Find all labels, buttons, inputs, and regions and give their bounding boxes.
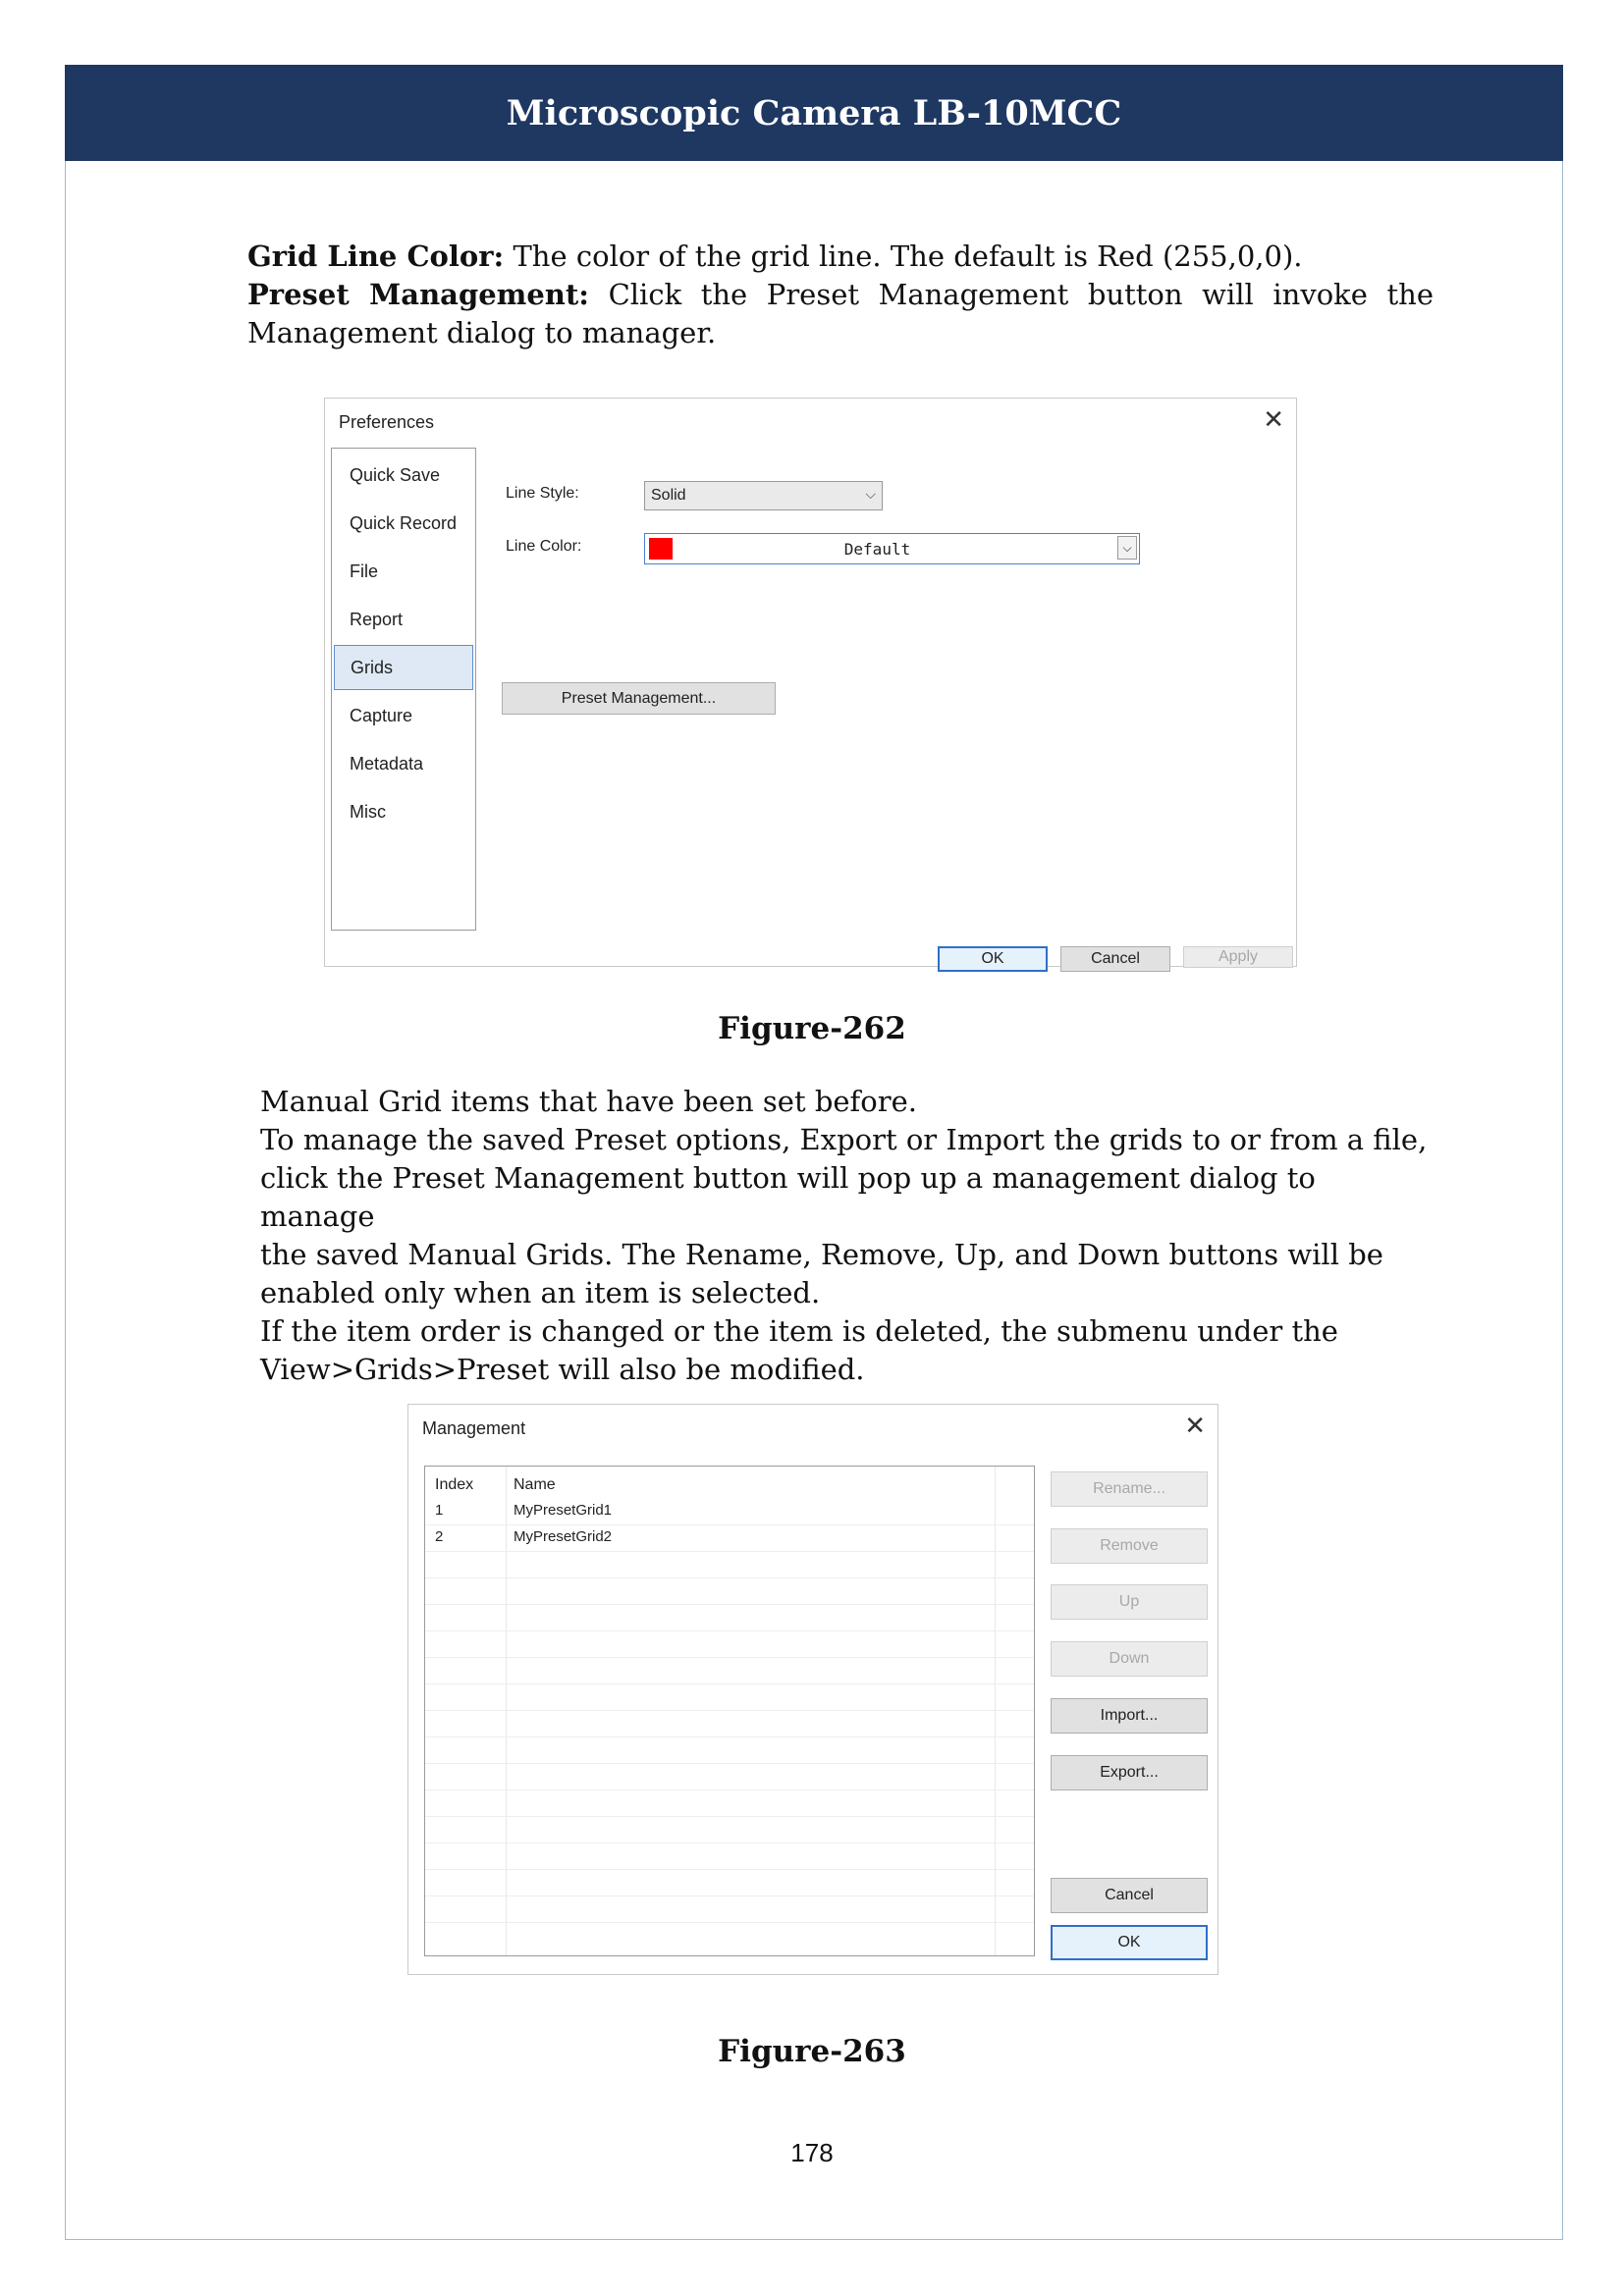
- grid-line-color-text: The color of the grid line. The default is Red (255,0,0).: [504, 240, 1303, 273]
- intro-text: [247, 238, 1434, 352]
- preset-management-text-cont: Management dialog to manager.: [247, 316, 717, 349]
- empty-row: [425, 1604, 1034, 1631]
- line-color-label: Line Color:: [506, 538, 582, 555]
- dialog-title: Preferences: [339, 412, 435, 432]
- remove-button[interactable]: Remove: [1051, 1528, 1208, 1564]
- import-button[interactable]: Import...: [1051, 1698, 1208, 1734]
- list-header: [425, 1467, 1034, 1498]
- row-index: 2: [435, 1528, 444, 1545]
- empty-row: [425, 1710, 1034, 1737]
- grid-line-color-label: Grid Line Color:: [247, 240, 505, 273]
- nav-item-quick-record[interactable]: Quick Record: [350, 513, 458, 533]
- empty-row: [425, 1683, 1034, 1711]
- figure-caption: Figure-263: [718, 2034, 906, 2069]
- nav-item-report[interactable]: Report: [350, 610, 404, 629]
- row-index: 1: [435, 1502, 444, 1519]
- nav-item-capture[interactable]: Capture: [350, 706, 413, 725]
- cancel-button[interactable]: Cancel: [1060, 946, 1170, 972]
- body-text: [260, 1083, 1438, 1389]
- figure-caption: Figure-262: [718, 1011, 906, 1046]
- list-item[interactable]: [425, 1498, 1034, 1525]
- preferences-dialog: [324, 398, 1297, 967]
- export-button[interactable]: Export...: [1051, 1755, 1208, 1790]
- nav-item-quick-save[interactable]: Quick Save: [350, 465, 441, 485]
- preset-list[interactable]: [424, 1466, 1035, 1956]
- empty-row: [425, 1577, 1034, 1605]
- row-name: MyPresetGrid1: [514, 1502, 613, 1519]
- management-dialog: [407, 1404, 1218, 1975]
- close-icon[interactable]: ✕: [1263, 404, 1284, 434]
- empty-row: [425, 1869, 1034, 1896]
- line-style-select[interactable]: [644, 481, 883, 510]
- empty-row: [425, 1896, 1034, 1923]
- empty-row: [425, 1816, 1034, 1843]
- preset-management-text: Click the Preset Management button will invoke the: [589, 278, 1434, 311]
- apply-button[interactable]: Apply: [1183, 946, 1293, 968]
- preset-management-button[interactable]: Preset Management...: [502, 682, 776, 715]
- preset-management-label: Preset Management:: [247, 278, 589, 311]
- chevron-down-icon[interactable]: ⌵: [1117, 536, 1137, 560]
- line-style-label: Line Style:: [506, 485, 579, 502]
- column-index-header[interactable]: Index: [435, 1476, 474, 1493]
- empty-row: [425, 1630, 1034, 1658]
- empty-row: [425, 1736, 1034, 1764]
- paragraph: the saved Manual Grids. The Rename, Remove, Up, and Down buttons will be: [260, 1238, 1383, 1271]
- paragraph: To manage the saved Preset options, Export or Import the grids to or from a file,: [260, 1123, 1428, 1156]
- nav-item-misc[interactable]: Misc: [350, 802, 386, 822]
- preferences-nav-list: [331, 448, 476, 931]
- close-icon[interactable]: ✕: [1184, 1411, 1206, 1440]
- ok-button[interactable]: OK: [938, 946, 1048, 972]
- header-bar: [65, 65, 1563, 161]
- nav-item-file[interactable]: File: [350, 561, 379, 581]
- paragraph: If the item order is changed or the item is deleted, the submenu under the: [260, 1314, 1338, 1348]
- nav-item-grids[interactable]: Grids: [334, 645, 473, 690]
- chevron-down-icon: ⌵: [865, 486, 876, 502]
- empty-row: [425, 1789, 1034, 1817]
- dialog-title: Management: [422, 1418, 526, 1438]
- paragraph: enabled only when an item is selected.: [260, 1276, 821, 1309]
- nav-item-metadata[interactable]: Metadata: [350, 754, 424, 774]
- line-color-value: Default: [843, 540, 911, 559]
- rename-button[interactable]: Rename...: [1051, 1471, 1208, 1507]
- column-name-header[interactable]: Name: [514, 1476, 556, 1493]
- document-title: Microscopic Camera LB-10MCC: [506, 92, 1122, 133]
- ok-button[interactable]: OK: [1051, 1925, 1208, 1960]
- empty-row: [425, 1657, 1034, 1684]
- paragraph: View>Grids>Preset will also be modified.: [260, 1353, 865, 1386]
- paragraph: Manual Grid items that have been set before.: [260, 1085, 917, 1118]
- empty-row: [425, 1842, 1034, 1870]
- line-style-value: Solid: [651, 487, 686, 504]
- list-item[interactable]: [425, 1524, 1034, 1552]
- down-button[interactable]: Down: [1051, 1641, 1208, 1677]
- cancel-button[interactable]: Cancel: [1051, 1878, 1208, 1913]
- empty-row: [425, 1551, 1034, 1578]
- line-color-select[interactable]: [644, 533, 1140, 564]
- row-name: MyPresetGrid2: [514, 1528, 613, 1545]
- up-button[interactable]: Up: [1051, 1584, 1208, 1620]
- page-number: 178: [790, 2138, 834, 2167]
- paragraph: click the Preset Management button will pop up a management dialog to manage: [260, 1161, 1316, 1233]
- empty-row: [425, 1763, 1034, 1790]
